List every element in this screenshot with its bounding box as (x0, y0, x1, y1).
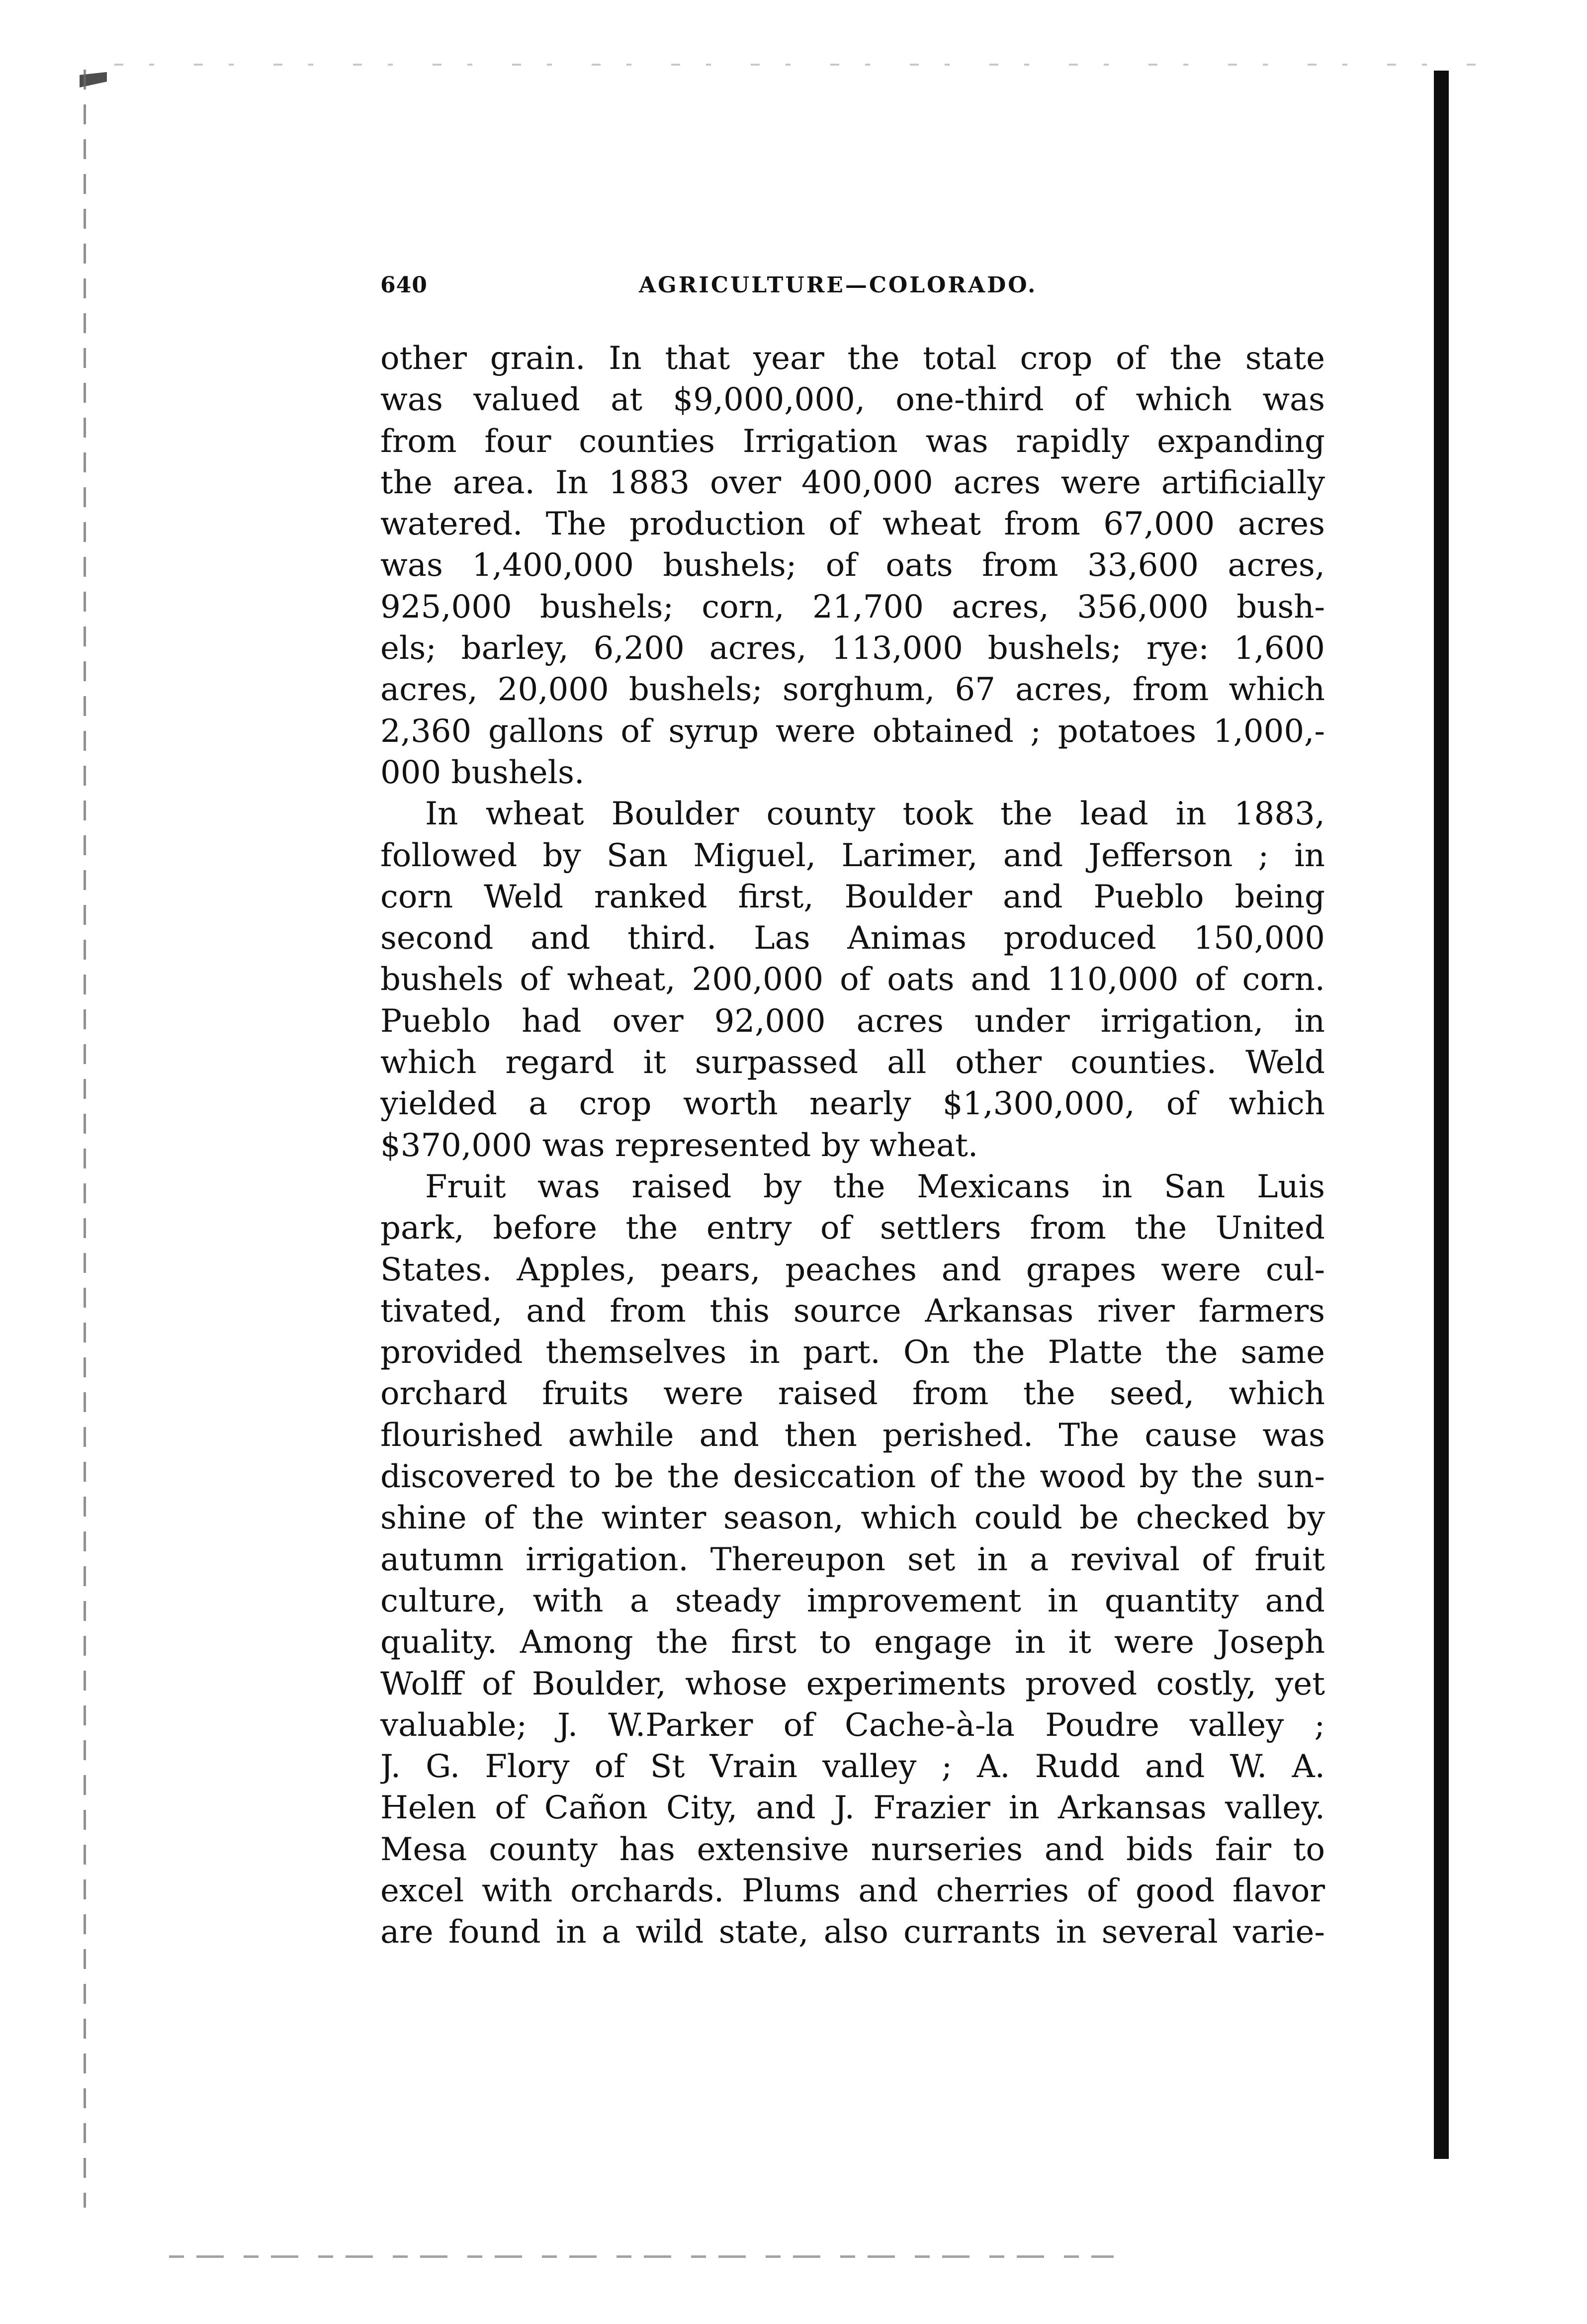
scan-edge-mark (80, 70, 129, 88)
body-text (380, 338, 1325, 1954)
text-line: Fruit was raised by the Mexicans in San Luis (425, 1168, 1325, 1205)
text-line: Pueblo had over 92,000 acres under irrigation, in (380, 1002, 1325, 1040)
text-line: from four counties Irrigation was rapidly expanding (380, 423, 1325, 460)
text-line: are found in a wild state, also currants in several varie- (380, 1914, 1325, 1951)
text-line: 925,000 bushels; corn, 21,700 acres, 356,000 bush- (380, 588, 1325, 626)
text-line: In wheat Boulder county took the lead in 1883, (425, 796, 1325, 833)
text-line: provided themselves in part. On the Platte the same (380, 1334, 1325, 1371)
text-line: Helen of Cañon City, and J. Frazier in Arkansas valley. (380, 1789, 1325, 1827)
page-number: 640 (380, 272, 428, 298)
text-line: tivated, and from this source Arkansas river farmers (380, 1292, 1325, 1330)
text-line: els; barley, 6,200 acres, 113,000 bushels; rye: 1,600 (380, 630, 1325, 667)
text-line: quality. Among the first to engage in it were Joseph (380, 1624, 1325, 1661)
text-line: bushels of wheat, 200,000 of oats and 110,000 of corn. (380, 961, 1325, 998)
scan-top-speckle (114, 64, 1482, 66)
text-line: other grain. In that year the total crop of the state (380, 340, 1325, 377)
text-line: second and third. Las Animas produced 150,000 (380, 920, 1325, 957)
text-line: flourished awhile and then perished. The cause was (380, 1417, 1325, 1454)
text-line: the area. In 1883 over 400,000 acres were artificially (380, 464, 1325, 501)
text-line: shine of the winter season, which could be checked by (380, 1500, 1325, 1537)
running-head (380, 272, 1047, 307)
text-line: autumn irrigation. Thereupon set in a revival of fruit (380, 1541, 1325, 1578)
text-line: discovered to be the desiccation of the wood by the sun- (380, 1458, 1325, 1496)
text-line: watered. The production of wheat from 67,000 acres (380, 506, 1325, 543)
text-line: park, before the entry of settlers from the United (380, 1210, 1325, 1247)
text-line: orchard fruits were raised from the seed, which (380, 1375, 1325, 1413)
text-line: was 1,400,000 bushels; of oats from 33,600 acres, (380, 547, 1325, 584)
text-line: Mesa county has extensive nurseries and bids fair to (380, 1831, 1325, 1868)
running-title: AGRICULTURE—COLORADO. (639, 272, 1038, 298)
text-line: States. Apples, pears, peaches and grapes were cul- (380, 1251, 1325, 1288)
text-line: was valued at $9,000,000, one-third of which was (380, 381, 1325, 419)
text-line: which regard it surpassed all other counties. Weld (380, 1044, 1325, 1081)
text-line: 2,360 gallons of syrup were obtained ; potatoes 1,000,- (380, 713, 1325, 750)
scan-left-edge (84, 70, 86, 2208)
scan-binding-shadow (1434, 71, 1449, 2159)
text-line: valuable; J. W.Parker of Cache-à-la Poudre valley ; (380, 1706, 1325, 1744)
text-line: J. G. Flory of St Vrain valley ; A. Rudd and W. A. (380, 1748, 1325, 1786)
text-line: excel with orchards. Plums and cherries of good flavor (380, 1872, 1325, 1909)
text-line: acres, 20,000 bushels; sorghum, 67 acres, from which (380, 671, 1325, 709)
text-line: corn Weld ranked first, Boulder and Pueblo being (380, 878, 1325, 915)
text-line: followed by San Miguel, Larimer, and Jefferson ; in (380, 837, 1325, 874)
text-line: 000 bushels. (380, 754, 585, 791)
text-line: $370,000 was represented by wheat. (380, 1127, 978, 1164)
text-line: yielded a crop worth nearly $1,300,000, of which (380, 1085, 1325, 1123)
text-line: Wolff of Boulder, whose experiments proved costly, yet (380, 1665, 1325, 1702)
scan-bottom-speckle (169, 2255, 1114, 2258)
text-line: culture, with a steady improvement in quantity and (380, 1582, 1325, 1619)
